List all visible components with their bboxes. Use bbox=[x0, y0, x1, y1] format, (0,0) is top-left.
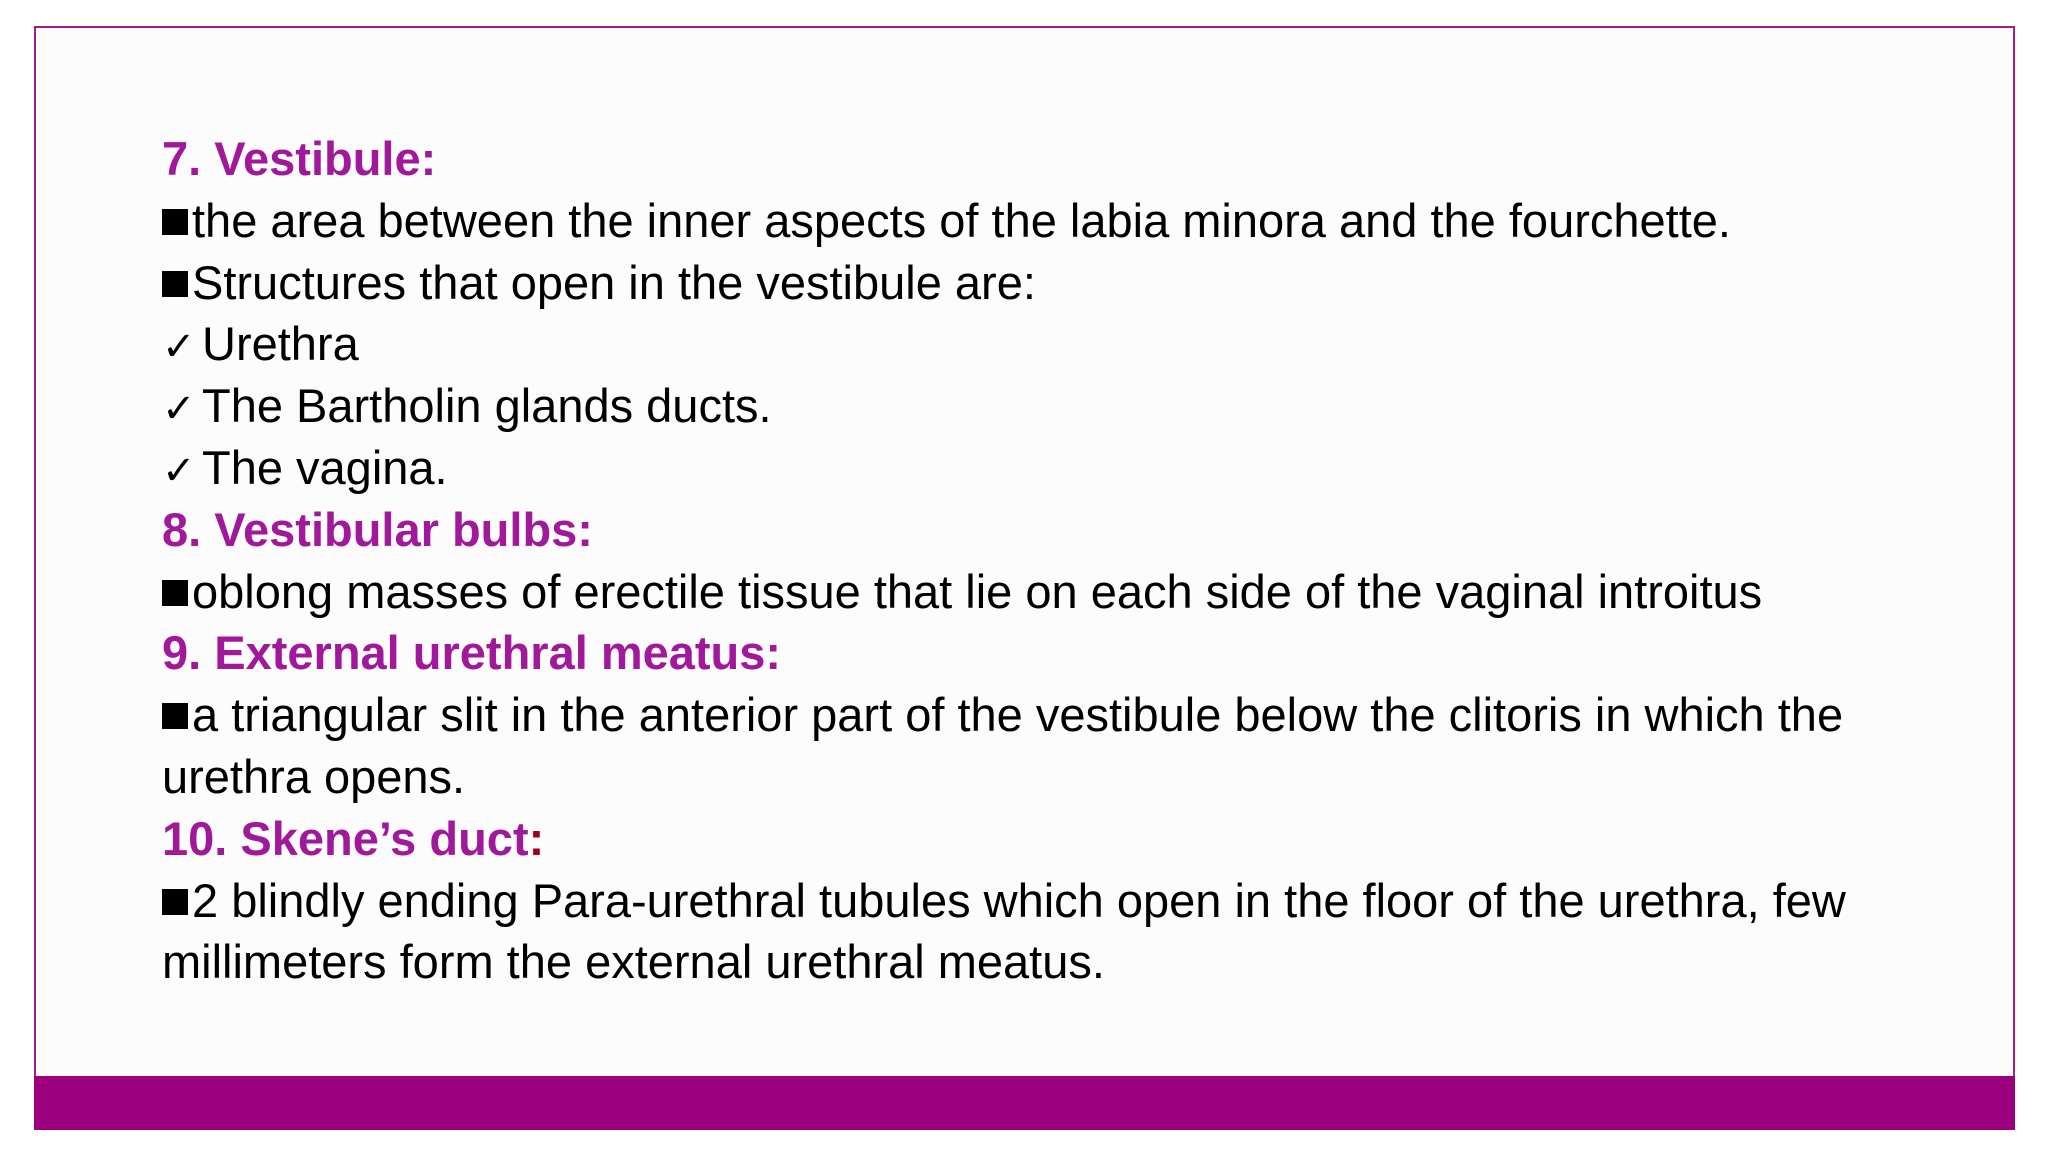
checkmark-icon: ✓ bbox=[162, 387, 196, 432]
vestibule-structures-intro: Structures that open in the vestibule are: bbox=[192, 255, 1036, 309]
bottom-accent-bar bbox=[34, 1076, 2015, 1130]
heading-skenes-duct bbox=[162, 808, 1942, 870]
list-item bbox=[162, 252, 1942, 314]
list-item bbox=[162, 313, 1942, 375]
list-item bbox=[162, 870, 1942, 994]
slide-content bbox=[162, 128, 1942, 993]
structure-item: The vagina. bbox=[202, 440, 448, 494]
square-bullet-icon bbox=[162, 580, 188, 606]
square-bullet-icon bbox=[162, 703, 188, 729]
skenes-duct-heading-text: 10. Skene’s duct bbox=[162, 811, 529, 865]
list-item bbox=[162, 684, 1942, 808]
square-bullet-icon bbox=[162, 889, 188, 915]
list-item bbox=[162, 561, 1942, 623]
skenes-duct-heading-colon: : bbox=[528, 811, 545, 865]
urethral-meatus-definition: a triangular slit in the anterior part of the vestibule below the clitoris in which the urethra opens. bbox=[162, 688, 1844, 803]
checkmark-icon: ✓ bbox=[162, 325, 196, 370]
structure-item: Urethra bbox=[202, 317, 359, 371]
checkmark-icon: ✓ bbox=[162, 448, 196, 493]
list-item bbox=[162, 190, 1942, 252]
heading-external-urethral-meatus: 9. External urethral meatus: bbox=[162, 626, 782, 680]
vestibular-bulbs-definition: oblong masses of erectile tissue that lie on each side of the vaginal introitus bbox=[192, 564, 1763, 618]
vestibule-definition: the area between the inner aspects of the labia minora and the fourchette. bbox=[192, 193, 1731, 247]
skenes-duct-definition: 2 blindly ending Para-urethral tubules which open in the floor of the urethra, few millimeters form the external urethral meatus. bbox=[162, 873, 1846, 989]
square-bullet-icon bbox=[162, 209, 188, 235]
heading-vestibular-bulbs: 8. Vestibular bulbs: bbox=[162, 502, 593, 556]
heading-vestibule: 7. Vestibule: bbox=[162, 132, 437, 185]
structure-item: The Bartholin glands ducts. bbox=[202, 379, 772, 433]
list-item bbox=[162, 437, 1942, 499]
list-item bbox=[162, 375, 1942, 437]
slide bbox=[34, 26, 2015, 1130]
square-bullet-icon bbox=[162, 271, 188, 297]
